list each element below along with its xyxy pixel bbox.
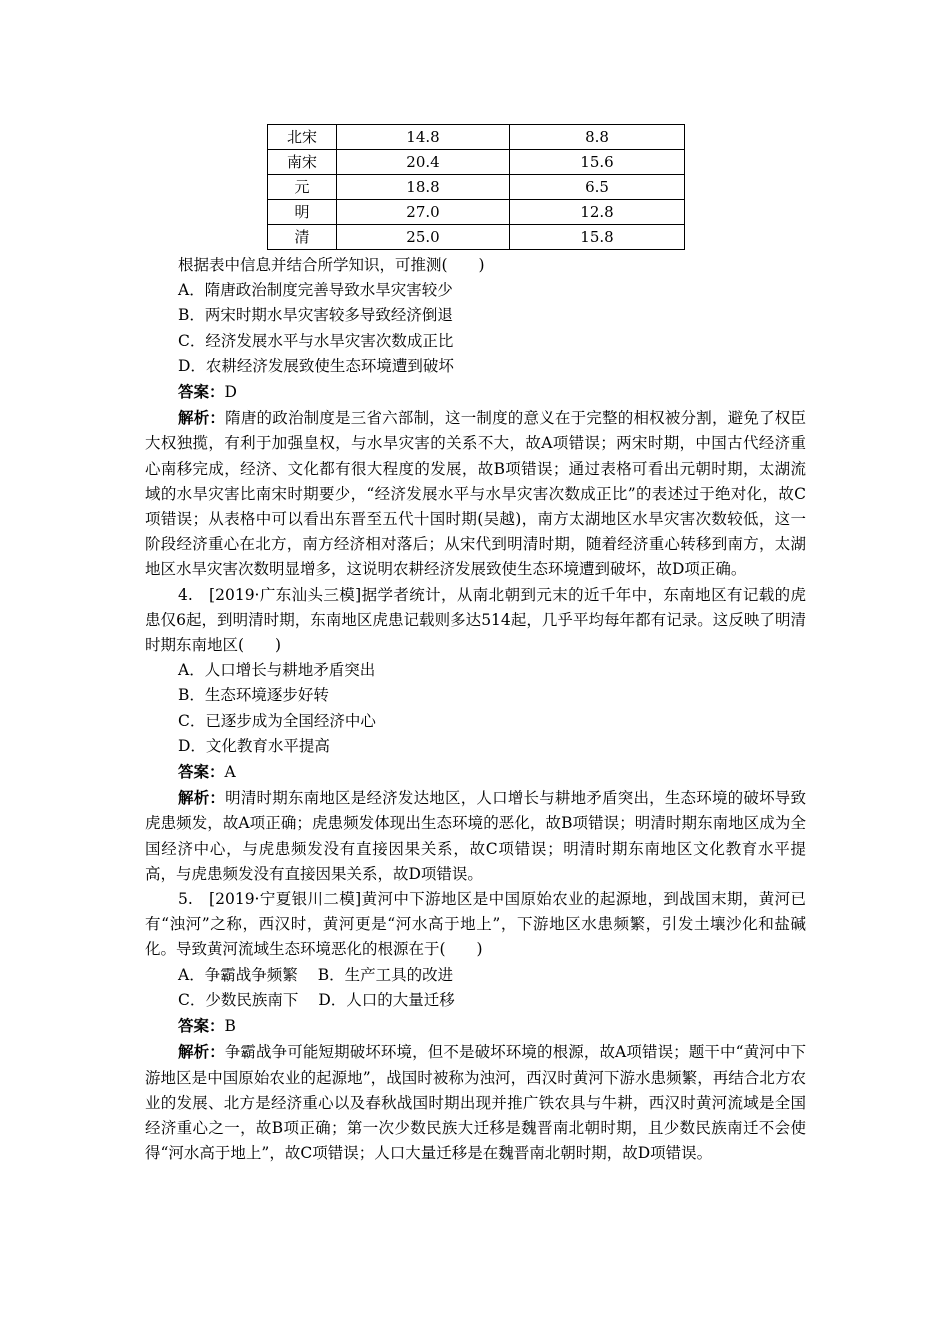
table-cell-value: 14.8 bbox=[337, 125, 510, 150]
table-cell-value: 27.0 bbox=[337, 200, 510, 225]
table-cell-value: 6.5 bbox=[510, 175, 685, 200]
table-cell-dynasty: 明 bbox=[268, 200, 337, 225]
question-3-stem: 根据表中信息并结合所学知识，可推测( ) bbox=[178, 256, 485, 274]
table-cell-dynasty: 清 bbox=[268, 225, 337, 250]
table-cell-value: 12.8 bbox=[510, 200, 685, 225]
table-cell-value: 18.8 bbox=[337, 175, 510, 200]
answer-label: 答案： bbox=[178, 762, 225, 782]
table-row bbox=[268, 125, 685, 150]
table-row bbox=[268, 175, 685, 200]
answer-label: 答案： bbox=[178, 382, 225, 402]
table-row bbox=[268, 225, 685, 250]
question-4-answer bbox=[145, 759, 806, 785]
question-4-option-a: A．人口增长与耕地矛盾突出 bbox=[178, 661, 376, 680]
disaster-table bbox=[267, 124, 685, 250]
question-5-options-cd bbox=[145, 988, 806, 1013]
table-cell-value: 15.6 bbox=[510, 150, 685, 175]
question-3-option-d: D．农耕经济发展致使生态环境遭到破坏 bbox=[178, 356, 454, 375]
question-5-stem: 5. [2019·宁夏银川二模]黄河中下游地区是中国原始农业的起源地，到战国末期，黄河已有“浊河”之称，西汉时，黄河更是“河水高于地上”，下游地区水患频繁，引发土壤沙化和盐碱化。导致黄河流域生态环境恶化的根源在于( ) bbox=[145, 890, 806, 959]
question-4-analysis bbox=[145, 785, 806, 887]
table-cell-dynasty: 南宋 bbox=[268, 150, 337, 175]
analysis-text: 隋唐的政治制度是三省六部制，这一制度的意义在于完整的相权被分割，避免了权臣大权独揽，有利于加强皇权，与水旱灾害的关系不大，故A项错误；两宋时期，中国古代经济重心南移完成，经济、文化都有很大程度的发展，故B项错误；通过表格可看出元朝时期，太湖流域的水旱灾害比南宋时期要少，“经济发展水平与水旱灾害次数成正比”的表述过于绝对化，故C项错误；从表格中可以看出东晋至五代十国时期(吴越)，南方太湖地区水旱灾害次数较低，这一阶段经济重心在北方，南方经济相对落后；从宋代到明清时期，随着经济重心转移到南方，太湖地区水旱灾害次数明显增多，这说明农耕经济发展致使生态环境遭到破坏，故D项正确。 bbox=[145, 409, 806, 579]
analysis-text: 明清时期东南地区是经济发达地区，人口增长与耕地矛盾突出，生态环境的破坏导致虎患频发，故A项正确；虎患频发体现出生态环境的恶化，故B项错误；明清时期东南地区成为全国经济中心，与虎患频发没有直接因果关系，故C项错误；明清时期东南地区文化教育水平提高，与虎患频发没有直接因果关系，故D项错误。 bbox=[145, 789, 806, 883]
question-5-analysis bbox=[145, 1039, 806, 1166]
question-5-option-b: B．生产工具的改进 bbox=[317, 965, 454, 984]
question-4-stem: 4. [2019·广东汕头三模]据学者统计，从南北朝到元末的近千年中，东南地区有记载的虎患仅6起，到明清时期，东南地区虎患记载则多达514起，几乎平均每年都有记录。这反映了明清时期东南地区( ) bbox=[145, 585, 806, 655]
analysis-label: 解析： bbox=[178, 1042, 225, 1062]
question-5-option-d: D．人口的大量迁移 bbox=[318, 990, 455, 1009]
question-5-option-c: C．少数民族南下 bbox=[178, 990, 299, 1009]
table-cell-dynasty: 元 bbox=[268, 175, 337, 200]
analysis-text: 争霸战争可能短期破坏环境，但不是破坏环境的根源，故A项错误；题干中“黄河中下游地区是中国原始农业的起源地”，战国时被称为浊河，西汉时黄河下游水患频繁，再结合北方农业的发展、北方是经济重心以及春秋战国时期出现并推广铁农具与牛耕，西汉时黄河流域是全国经济重心之一，故B项正确；第一次少数民族大迁移是魏晋南北朝时期，且少数民族南迁不会使得“河水高于地上”，故C项错误；人口大量迁移是在魏晋南北朝时期，故D项错误。 bbox=[145, 1043, 806, 1163]
answer-value: B bbox=[224, 1017, 236, 1036]
answer-label: 答案： bbox=[178, 1016, 225, 1036]
table-row bbox=[268, 150, 685, 175]
analysis-label: 解析： bbox=[178, 788, 226, 808]
question-4-option-c: C．已逐步成为全国经济中心 bbox=[178, 711, 376, 730]
question-content bbox=[145, 253, 806, 1166]
analysis-label: 解析： bbox=[178, 408, 226, 428]
table-cell-value: 8.8 bbox=[510, 125, 685, 150]
table-cell-value: 20.4 bbox=[337, 150, 510, 175]
answer-value: D bbox=[224, 383, 237, 402]
table-cell-value: 25.0 bbox=[337, 225, 510, 250]
question-3-option-c: C．经济发展水平与水旱灾害次数成正比 bbox=[178, 331, 454, 350]
question-3-option-b: B．两宋时期水旱灾害较多导致经济倒退 bbox=[178, 306, 453, 325]
question-3-analysis bbox=[145, 405, 806, 582]
question-5-option-a: A．争霸战争频繁 bbox=[178, 965, 298, 984]
question-3-answer bbox=[145, 379, 806, 405]
table-cell-dynasty: 北宋 bbox=[268, 125, 337, 150]
question-4-option-b: B．生态环境逐步好转 bbox=[178, 686, 329, 705]
question-5-options-ab bbox=[145, 963, 806, 988]
question-4-option-d: D．文化教育水平提高 bbox=[178, 736, 330, 755]
question-3-option-a: A．隋唐政治制度完善导致水旱灾害较少 bbox=[178, 281, 453, 300]
table-cell-value: 15.8 bbox=[510, 225, 685, 250]
table-row bbox=[268, 200, 685, 225]
answer-value: A bbox=[224, 763, 236, 782]
question-5-answer bbox=[145, 1013, 806, 1039]
